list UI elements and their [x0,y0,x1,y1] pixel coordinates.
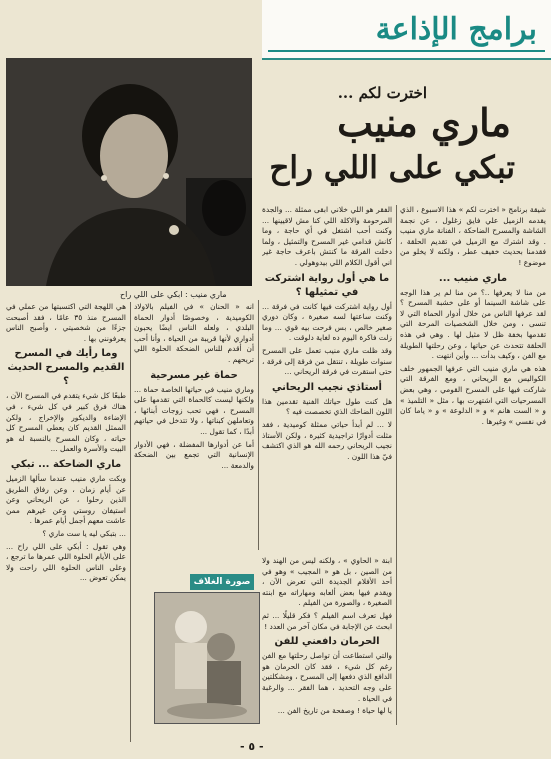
subheading: حماة غير مسرحية [150,369,238,381]
paragraph: وهي تقول : أبكي على اللي راح ... على الأيام الحلوة اللي عمرها ما ترجع ، وعلى الناس الحلوة اللي راحت ولا يمكن تعوض ... [6,541,126,583]
paragraph: شيقة برنامج « اخترت لكم » هذا الاسبوع ، الذي يقدمه الزميل علي فايق زغلول ، عن نجمة الشاشة والمسرح الضاحكة ، الفنانة ماري منيب . وقد اشترك مع الزميل في تقديم الحلقة ، فقدمنا بحديث خفيف عطر ، ولكنه لا يخلو من موضوع ! [400,205,546,267]
subheading: وما رأيك في المسرح القديم والمسرح الحديث ؟ [7,348,125,388]
paragraph: هل كنت طول حياتك الفنية تقدمين هذا اللون الضاحك الذي تخصصت فيه ؟ [262,396,392,417]
column-divider [258,300,259,550]
paragraph: ابنة « الحاوي » ، ولكنه ليس من الهند ولا من الصين ، بل هو « المجيب » وهو في أحد الأفلام الجديدة التي تعرض الآن ، ويقدم فيها بعض ألعابه ومهاراته مع ابنته الصغيرة ، والصورة من الفيلم . [262,556,392,608]
subheading: ما هي أول رواية اشتركت في تمثيلها ؟ [264,272,390,298]
paragraph: فهل تعرف اسم الفيلم ؟ فكر قليلًا ... ثم ابحث عن الإجابة في مكان آخر من العدد ! [262,610,392,631]
cover-photo [154,592,260,724]
headline-title: ماري منيب [337,100,511,145]
paragraph: هي اللهجة التي اكتسبتها من عملي في المسرح منذ ٣٥ عامًا ، فقد أصبحت جزءًا من شخصيتي ، وأصبح الناس يعرفونني بها . [6,302,126,343]
portrait-image [6,58,252,286]
cover-text-column [262,556,392,726]
subheading: أستاذي نجيب الريحاني [272,381,382,393]
paragraph: وقد ظلت ماري منيب تعمل على المسرح سنوات طويلة ، تنتقل من فرقة إلى فرقة ، حتى استقرت في فرقة الريحاني ... [262,345,392,377]
paragraph: لا ... لم أبدأ حياتي ممثلة كوميدية ، فقد مثلت أدوارًا تراجيدية كثيرة ، ولكن الأستاذ نجيب الريحاني رحمه الله هو الذي اكتشف فيّ هذا اللون . [262,419,392,461]
article-column-1 [400,205,546,725]
section-title: برامج الإذاعة [375,12,537,47]
column-divider [396,205,397,725]
photo-caption: ماري منيب : ابكي على اللي راح [120,290,227,299]
headline-kicker: اخترت لكم ... [337,84,427,102]
subheading: ماري الضاحكة ... تبكي [10,458,122,470]
paragraph: وماري منيب في حياتها الخاصة حماة ... ولكنها ليست كالحماة التي تقدمها على المسرح ، فهي تحب زوجات أبنائها ، وتعاملهن كبناتها ، ولا تتدخل في حياتهم أبدًا ، كما تقول ... [134,384,254,436]
portrait-photo [6,58,252,286]
section-header [262,0,551,60]
cover-label: صورة الغلاف [190,574,254,590]
paragraph: يا لها حياة ! وصفحة من تاريخ الفن ... [277,706,392,716]
page-number: - ٥ - [240,740,264,753]
subheading: الحرمان دافعني للفن [274,636,380,648]
paragraph: هذه هي ماري منيب التي عرفها الجمهور خلف الكواليس مع الريحاني ، ومع الفرقة التي شاركت فيها على المسرح القومي ، وهي بعض المسرحيات التي اشتهرت بها ، مثل « التلميذ » و « الست هانم » و « الدلوعة » و « ياما كان في نفسي » وغيرها . [400,363,546,426]
paragraph: من منا لا يعرفها ..؟ من منا لم ير هذا الوجه على شاشة السينما أو على خشبة المسرح ؟ لقد عرفها الناس من خلال أدوار الحماة التي لا تنسى ، ومن خلال الشخصيات المرحة التي تقدمها بخفة ظل لا مثيل لها . وهي في هذه الحلقة تتحدث عن حياتها ، وعن رحلتها الطويلة مع الفن ، وكيف بدأت ... وأين انتهت . [400,287,546,361]
paragraph: طبعًا كل شيء يتقدم في المسرح الآن ، هناك فرق كبير في كل شيء ، في الإضاءة والديكور والإخراج ، ولكن الممثل القديم كان يعطي المسرح كل حياته ، وكان المسرح بالنسبة له هو البيت والأسرة والعمل ... [6,391,126,454]
headline-subtitle: تبكي على اللي راح [269,150,515,186]
paragraph: أما عن أدوارها المفضلة ، فهي الأدوار الإنسانية التي تجمع بين الضحكة والدمعة ... [134,439,254,470]
column-divider [130,302,131,742]
paragraph: انه « الحنان » في الفيلم بالاولاد الكوميدية ، وخصوصًا أدوار الحماة البلدي ، ولعله الناس ايضًا يحبون أدواري لأنها قريبة من الحياة ، وأنا أحب أن أقدم للناس الضحكة الحلوة اللي تريحهم . [134,302,254,364]
paragraph: وبكت ماري منيب عندما سألها الزميل عن أيام زمان ، وعن رفاق الطريق الذين رحلوا ، عن الريحاني وعن استيفان روستي وعن غيرهم ممن عاشت معهم أجمل أيام عمرها . [6,473,126,526]
header-rule [268,50,545,52]
paragraph: أول رواية اشتركت فيها كانت في فرقة ... وكنت ساعتها لسه صغيرة ، وكان دوري صغير خالص ، بس فرحت بيه قوي ... وما زلت فاكرة اليوم ده لغاية دلوقت . [262,301,392,343]
paragraph: والتي استطاعت أن تواصل رحلتها مع الفن رغم كل شيء ، فقد كان الحرمان هو الدافع الذي دفعها إلى المسرح ، ومشكلتين على وجه التحديد ، هما الفقر ... والرغبة في الحياة . [262,651,392,703]
article-column-3 [134,302,254,557]
paragraph: ... بتبكي ليه يا ست ماري ؟ [42,528,126,538]
article-column-2 [262,205,392,550]
article-column-4 [6,302,126,742]
cover-image [155,593,259,723]
paragraph: الفقر هو اللي خلاني ابقى ممثلة ... والجدة المرحومة والاكلة اللي كنا مش لاقيينها ... وكنت أحب اشتغل في أي حاجة ، وما كانش قدامي غير المسرح والتمثيل ، ولما دخلت الفرقة ما كنتش باعرف حاجة غير اني أقول الكلام اللي بيدوهولي . [262,205,392,267]
subheading: ماري منيب ... [438,272,508,284]
